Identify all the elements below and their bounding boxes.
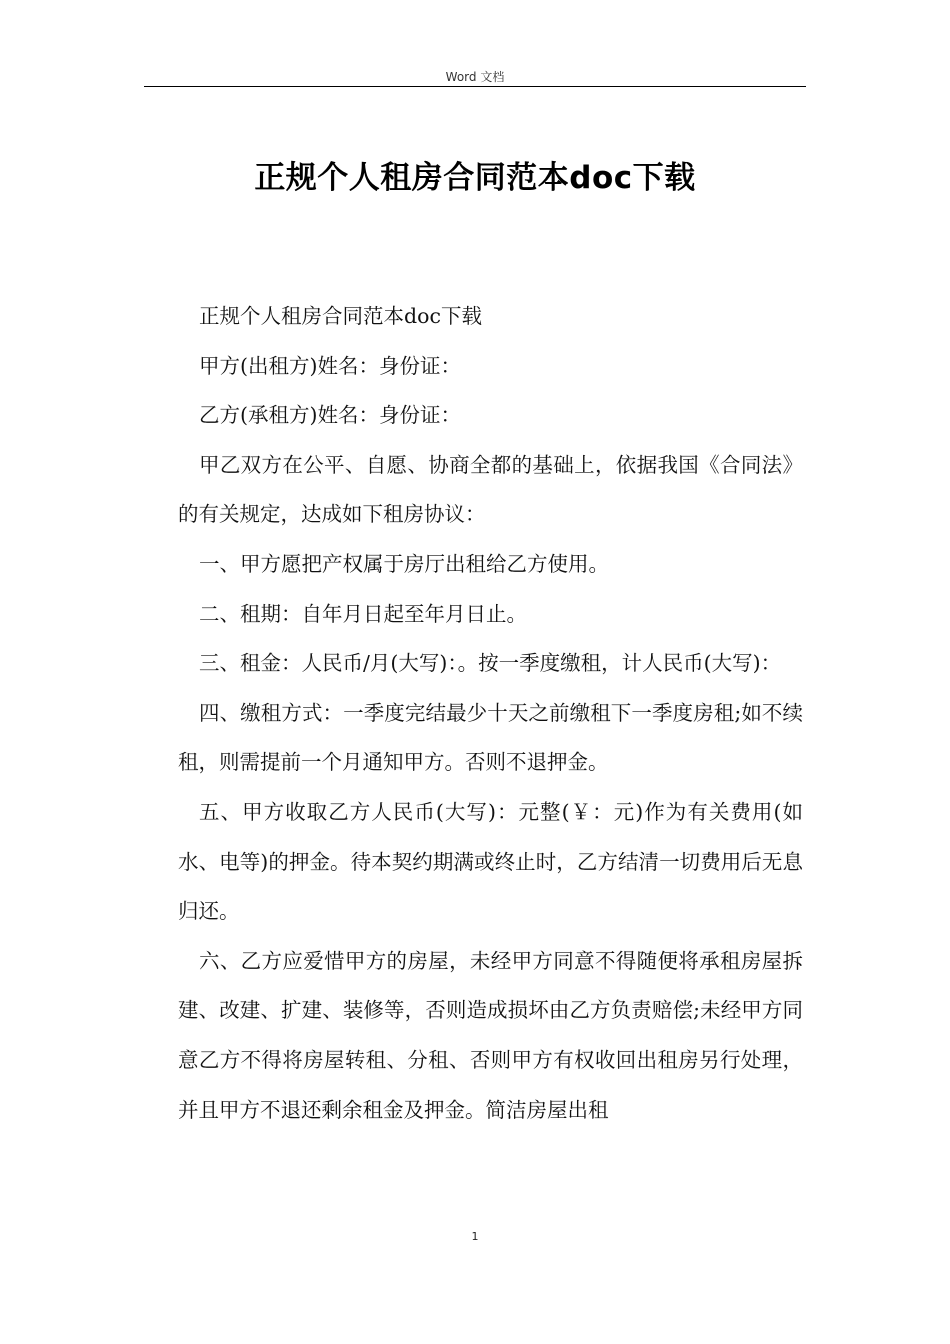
header-divider xyxy=(144,86,806,87)
paragraph-clause-1: 一、甲方愿把产权属于房厅出租给乙方使用。 xyxy=(199,551,609,576)
paragraph-party-a: 甲方(出租方)姓名：身份证： xyxy=(199,353,461,378)
paragraph-subtitle: 正规个人租房合同范本doc下载 xyxy=(199,304,482,328)
paragraph-clause-3: 三、租金：人民币/月(大写)：。按一季度缴租，计人民币(大写)： xyxy=(199,651,782,676)
paragraph-clause-2: 二、租期：自年月日起至年月日止。 xyxy=(199,601,527,626)
header-label: Word 文档 xyxy=(445,70,505,84)
paragraph-clause-4: 四、缴租方式：一季度完结最少十天之前缴租下一季度房租;如不续租，则需提前一个月通知甲方。否则不退押金。 xyxy=(178,700,803,775)
paragraph-party-b: 乙方(承租方)姓名：身份证： xyxy=(199,403,461,428)
page-number: 1 xyxy=(471,1230,479,1243)
document-title: 正规个人租房合同范本doc下载 xyxy=(254,160,696,196)
document-body xyxy=(178,292,803,1135)
paragraph-clause-6: 六、乙方应爱惜甲方的房屋，未经甲方同意不得随便将承租房屋拆建、改建、扩建、装修等，否则造成损坏由乙方负责赔偿;未经甲方同意乙方不得将房屋转租、分租、否则甲方有权收回出租房另行处理，并且甲方不退还剩余租金及押金。简洁房屋出租 xyxy=(178,948,803,1122)
paragraph-preamble: 甲乙双方在公平、自愿、协商全都的基础上，依据我国《合同法》的有关规定，达成如下租房协议： xyxy=(178,452,803,527)
paragraph-clause-5: 五、甲方收取乙方人民币(大写)：元整(￥：元)作为有关费用(如水、电等)的押金。待本契约期满或终止时，乙方结清一切费用后无息归还。 xyxy=(178,799,803,924)
